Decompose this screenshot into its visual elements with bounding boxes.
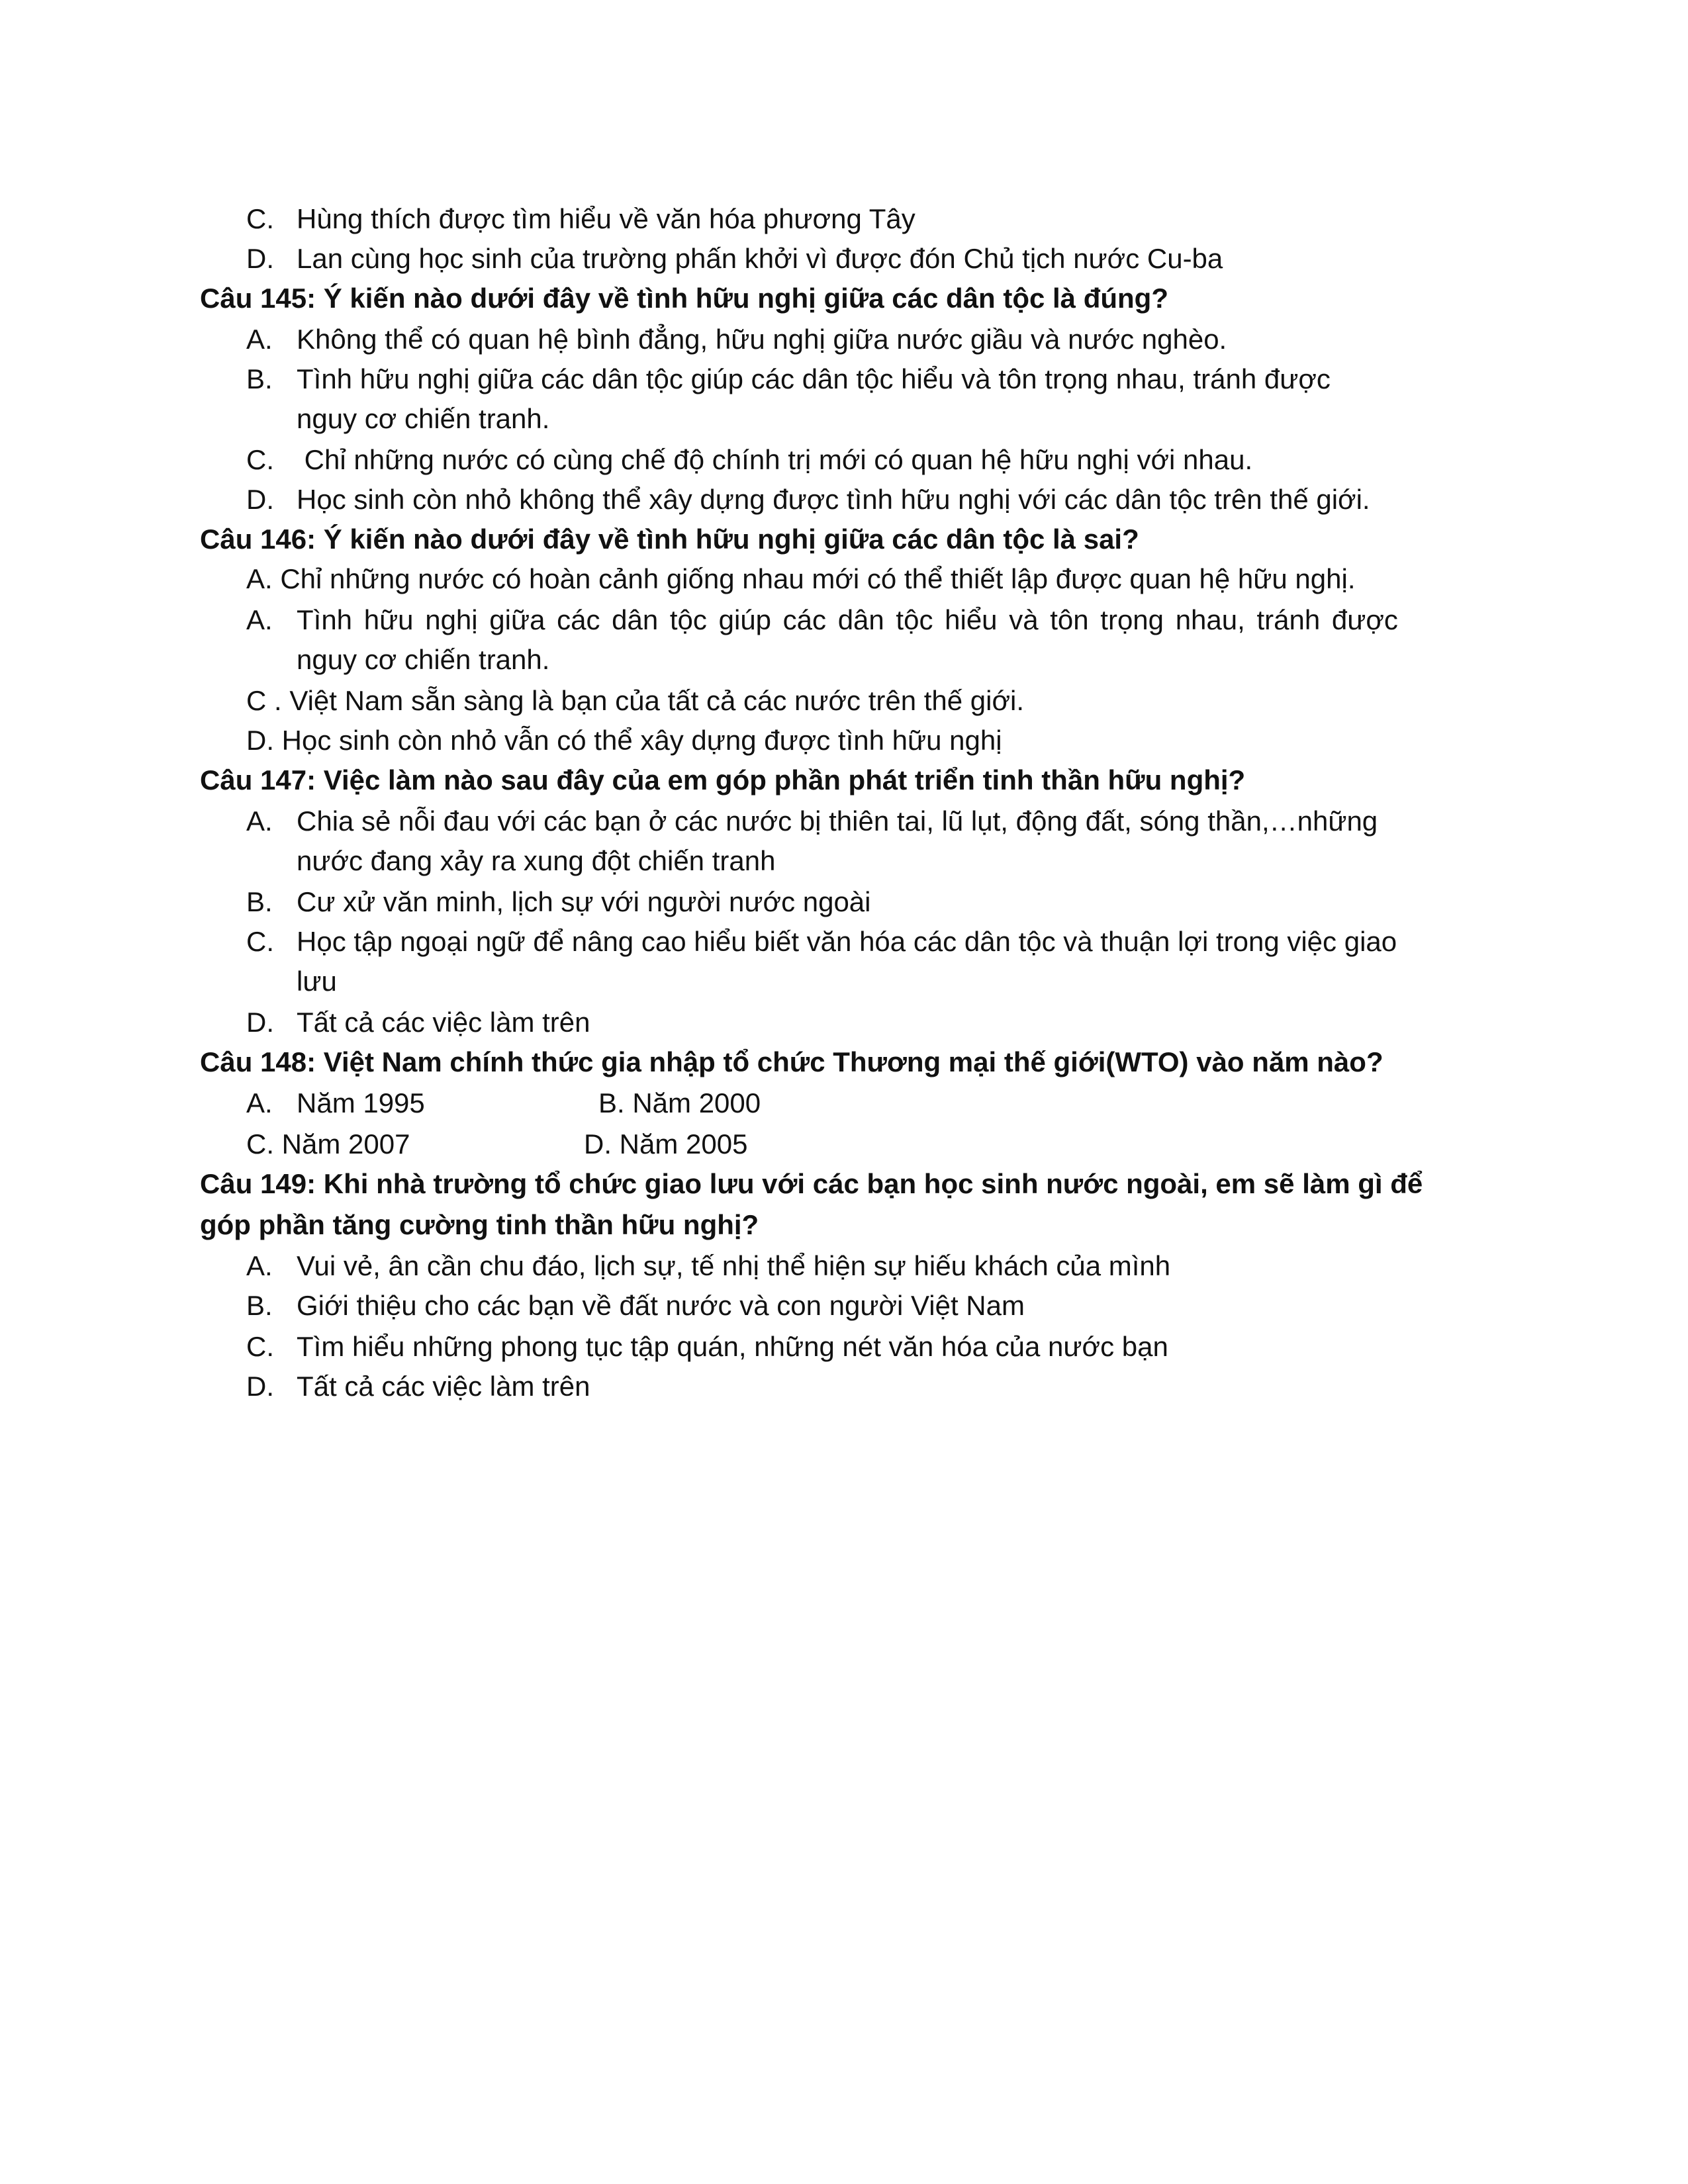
option-continuation: nguy cơ chiến tranh. <box>297 644 550 675</box>
option-continuation: nguy cơ chiến tranh. <box>297 403 550 434</box>
option-text: Tình hữu nghị giữa các dân tộc giúp các dân tộc hiểu và tôn trọng nhau, tránh được <box>297 604 1398 635</box>
option-letter: D. <box>246 243 274 274</box>
option-letter: A. <box>246 1250 273 1281</box>
option-line: A. Chỉ những nước có hoàn cảnh giống nhau mới có thể thiết lập được quan hệ hữu nghị. <box>246 563 1356 594</box>
option-letter: B. <box>246 886 273 917</box>
option-letter: B. <box>246 363 273 394</box>
option-text: D. Năm 2005 <box>584 1128 748 1160</box>
option-letter: A. <box>246 604 273 635</box>
option-letter: A. <box>246 324 273 355</box>
option-line: C . Việt Nam sẵn sàng là bạn của tất cả các nước trên thế giới. <box>246 685 1025 716</box>
option-continuation: nước đang xảy ra xung đột chiến tranh <box>297 845 776 876</box>
option-letter: A. <box>246 805 273 837</box>
option-letter: A. <box>246 1087 273 1118</box>
option-letter: C. <box>246 444 274 475</box>
option-text: Vui vẻ, ân cần chu đáo, lịch sự, tế nhị thể hiện sự hiếu khách của mình <box>297 1250 1171 1281</box>
option-letter: C. <box>246 926 274 957</box>
option-text: Tất cả các việc làm trên <box>297 1007 590 1038</box>
option-letter: D. <box>246 484 274 515</box>
option-letter: C. <box>246 1331 274 1362</box>
option-letter: C. <box>246 203 274 234</box>
option-text: Năm 1995 <box>297 1087 425 1118</box>
option-text: Tất cả các việc làm trên <box>297 1371 590 1402</box>
option-text: Cư xử văn minh, lịch sự với người nước ngoài <box>297 886 871 917</box>
option-text: Hùng thích được tìm hiểu về văn hóa phương Tây <box>297 203 915 234</box>
option-text: Học tập ngoại ngữ để nâng cao hiểu biết văn hóa các dân tộc và thuận lợi trong việc giao <box>297 926 1397 957</box>
question-title-145: Câu 145: Ý kiến nào dưới đây về tình hữu nghị giữa các dân tộc là đúng? <box>200 283 1168 314</box>
question-title-147: Câu 147: Việc làm nào sau đây của em góp phần phát triển tinh thần hữu nghị? <box>200 764 1246 796</box>
question-title-146: Câu 146: Ý kiến nào dưới đây về tình hữu nghị giữa các dân tộc là sai? <box>200 523 1139 555</box>
option-text: Giới thiệu cho các bạn về đất nước và con người Việt Nam <box>297 1290 1025 1321</box>
option-text: Lan cùng học sinh của trường phấn khởi vì được đón Chủ tịch nước Cu-ba <box>297 243 1223 274</box>
question-title-149-cont: góp phần tăng cường tinh thần hữu nghị? <box>200 1209 759 1240</box>
option-text: Chỉ những nước có cùng chế độ chính trị mới có quan hệ hữu nghị với nhau. <box>297 444 1253 475</box>
option-text: Tình hữu nghị giữa các dân tộc giúp các dân tộc hiểu và tôn trọng nhau, tránh được <box>297 363 1331 394</box>
option-text: Không thể có quan hệ bình đẳng, hữu nghị giữa nước giầu và nước nghèo. <box>297 324 1227 355</box>
option-text: Tìm hiểu những phong tục tập quán, những nét văn hóa của nước bạn <box>297 1331 1168 1362</box>
option-continuation: lưu <box>297 966 337 997</box>
question-title-149: Câu 149: Khi nhà trường tổ chức giao lưu với các bạn học sinh nước ngoài, em sẽ làm gì để <box>200 1168 1423 1199</box>
option-text: B. Năm 2000 <box>598 1087 761 1118</box>
option-line: D. Học sinh còn nhỏ vẫn có thể xây dựng được tình hữu nghị <box>246 725 1002 756</box>
option-text: Chia sẻ nỗi đau với các bạn ở các nước bị thiên tai, lũ lụt, động đất, sóng thần,…những <box>297 805 1378 837</box>
question-title-148: Câu 148: Việt Nam chính thức gia nhập tổ chức Thương mại thế giới(WTO) vào năm nào? <box>200 1046 1383 1077</box>
option-text: C. Năm 2007 <box>246 1128 410 1160</box>
option-text: Học sinh còn nhỏ không thể xây dựng được tình hữu nghị với các dân tộc trên thế giới. <box>297 484 1370 515</box>
option-letter: D. <box>246 1371 274 1402</box>
option-letter: B. <box>246 1290 273 1321</box>
option-letter: D. <box>246 1007 274 1038</box>
